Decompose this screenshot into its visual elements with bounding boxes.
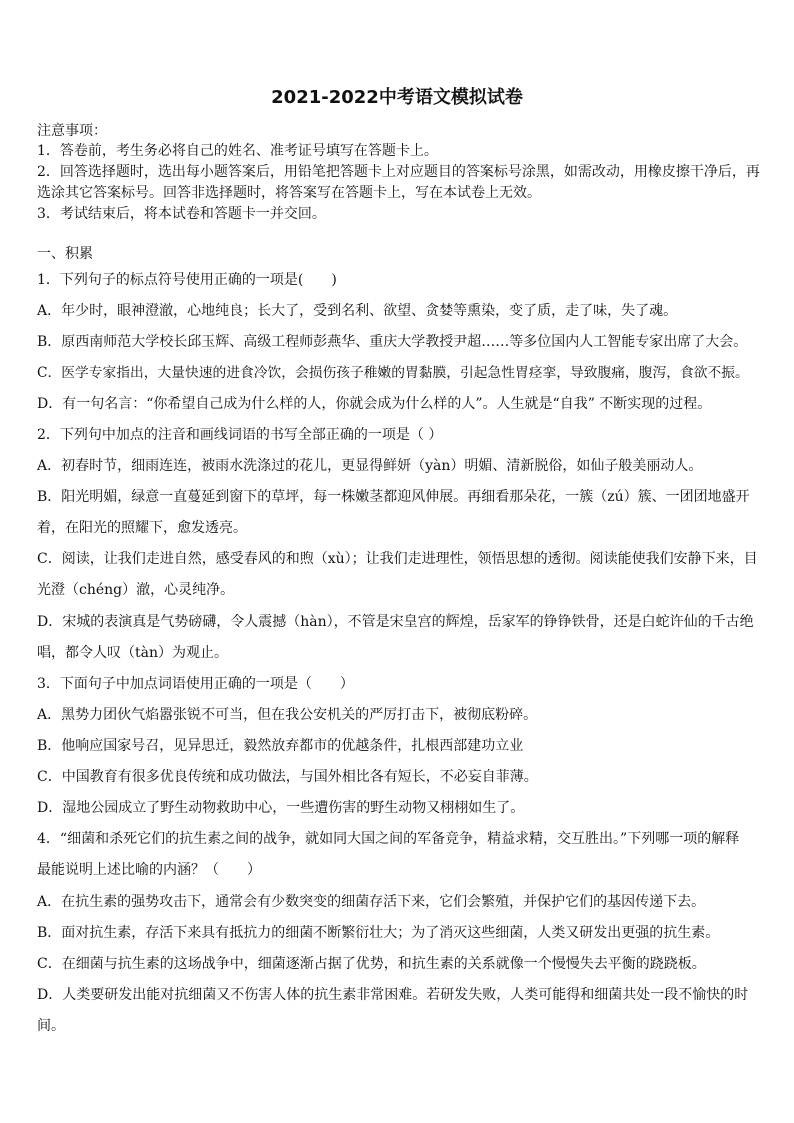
question-2-option-d-cont: 唱，都令人叹（tàn）为观止。 [37,645,228,661]
question-4-option-d: D．人类要研发出能对抗细菌又不伤害人体的抗生素非常困难。若研发失败，人类可能得和细菌共处一段不愉快的时 [37,987,749,1003]
question-2-option-a: A．初春时节，细雨连连，被雨水洗涤过的花儿，更显得鲜妍（yàn）明媚、清新脱俗，如仙子般美丽动人。 [37,458,703,474]
question-3-option-c: C．中国教育有很多优良传统和成功做法，与国外相比各有短长，不必妄自菲薄。 [37,769,538,785]
question-1-option-b: B．原西南师范大学校长邱玉辉、高级工程师彭燕华、重庆大学教授尹超……等多位国内人工智能专家出席了大会。 [37,334,748,350]
question-3-option-d: D．湿地公园成立了野生动物救助中心，一些遭伤害的野生动物又栩栩如生了。 [37,800,525,816]
question-1-option-a: A．年少时，眼神澄澈，心地纯良；长大了，受到名利、欲望、贪婪等熏染，变了质，走了味，失了魂。 [37,303,678,319]
notice-heading: 注意事项： [37,123,107,139]
question-4-option-a: A．在抗生素的强势攻击下，通常会有少数突变的细菌存活下来，它们会繁殖，并保护它们的基因传递下去。 [37,894,706,910]
notice-line: 选涂其它答案标号。回答非选择题时，将答案写在答题卡上，写在本试卷上无效。 [37,185,541,201]
question-3-stem: 3．下面句子中加点词语使用正确的一项是（ ） [37,676,354,692]
question-2-option-b-cont: 着，在阳光的照耀下，愈发透亮。 [37,520,247,536]
page-title: 2021-2022中考语文模拟试卷 [271,87,523,108]
question-2-option-c-cont: 光澄（chéng）澈，心灵纯净。 [37,582,235,598]
question-4-stem: 4．“细菌和杀死它们的抗生素之间的战争，就如同大国之间的军备竞争，精益求精，交互胜出。”下列哪一项的解释 [37,831,740,847]
question-4-option-d-cont: 间。 [37,1018,65,1034]
question-1-option-d: D．有一句名言：“你希望自己成为什么样的人，你就会成为什么样的人”。人生就是“自我” 不断实现的过程。 [37,396,712,412]
question-3-option-b: B．他响应国家号召，见异思迁，毅然放弃都市的优越条件，扎根西部建功立业 [37,738,524,754]
question-4-option-c: C．在细菌与抗生素的这场战争中，细菌逐渐占据了优势，和抗生素的关系就像一个慢慢失去平衡的跷跷板。 [37,956,706,972]
section-heading: 一、积累 [37,246,93,262]
question-2-option-d: D．宋城的表演真是气势磅礴，令人震撼（hàn），不管是宋皇宫的辉煌，岳家军的铮铮铁骨，还是白蛇许仙的千古绝 [37,614,754,630]
notice-line: 2．回答选择题时，选出每小题答案后，用铅笔把答题卡上对应题目的答案标号涂黑，如需改动，用橡皮擦干净后，再 [37,164,760,180]
question-2-option-c: C．阅读，让我们走进自然，感受春风的和煦（xù）；让我们走进理性，领悟思想的透彻。阅读能使我们安静下来，目 [37,551,758,567]
question-1-option-c: C．医学专家指出，大量快速的进食冷饮，会损伤孩子稚嫩的胃黏膜，引起急性胃痉挛，导致腹痛，腹泻，食欲不振。 [37,365,749,381]
question-4-option-b: B．面对抗生素，存活下来具有抵抗力的细菌不断繁衍壮大；为了消灭这些细菌，人类又研发出更强的抗生素。 [37,925,720,941]
question-2-stem: 2．下列句中加点的注音和画线词语的书写全部正确的一项是（ ） [37,427,443,443]
notice-line: 1．答卷前，考生务必将自己的姓名、准考证号填写在答题卡上。 [37,143,438,159]
notice-line: 3．考试结束后，将本试卷和答题卡一并交回。 [37,206,326,222]
question-4-stem-cont: 最能说明上述比喻的内涵？（ ） [37,862,261,878]
question-2-option-b: B．阳光明媚，绿意一直蔓延到窗下的草坪，每一株嫩茎都迎风伸展。再细看那朵花，一簇（zú）簇、一团团地盛开 [37,489,750,505]
question-3-option-a: A．黑势力团伙气焰嚣张锐不可当，但在我公安机关的严厉打击下，被彻底粉碎。 [37,707,538,723]
question-1-stem: 1．下列句子的标点符号使用正确的一项是( ) [37,272,337,288]
